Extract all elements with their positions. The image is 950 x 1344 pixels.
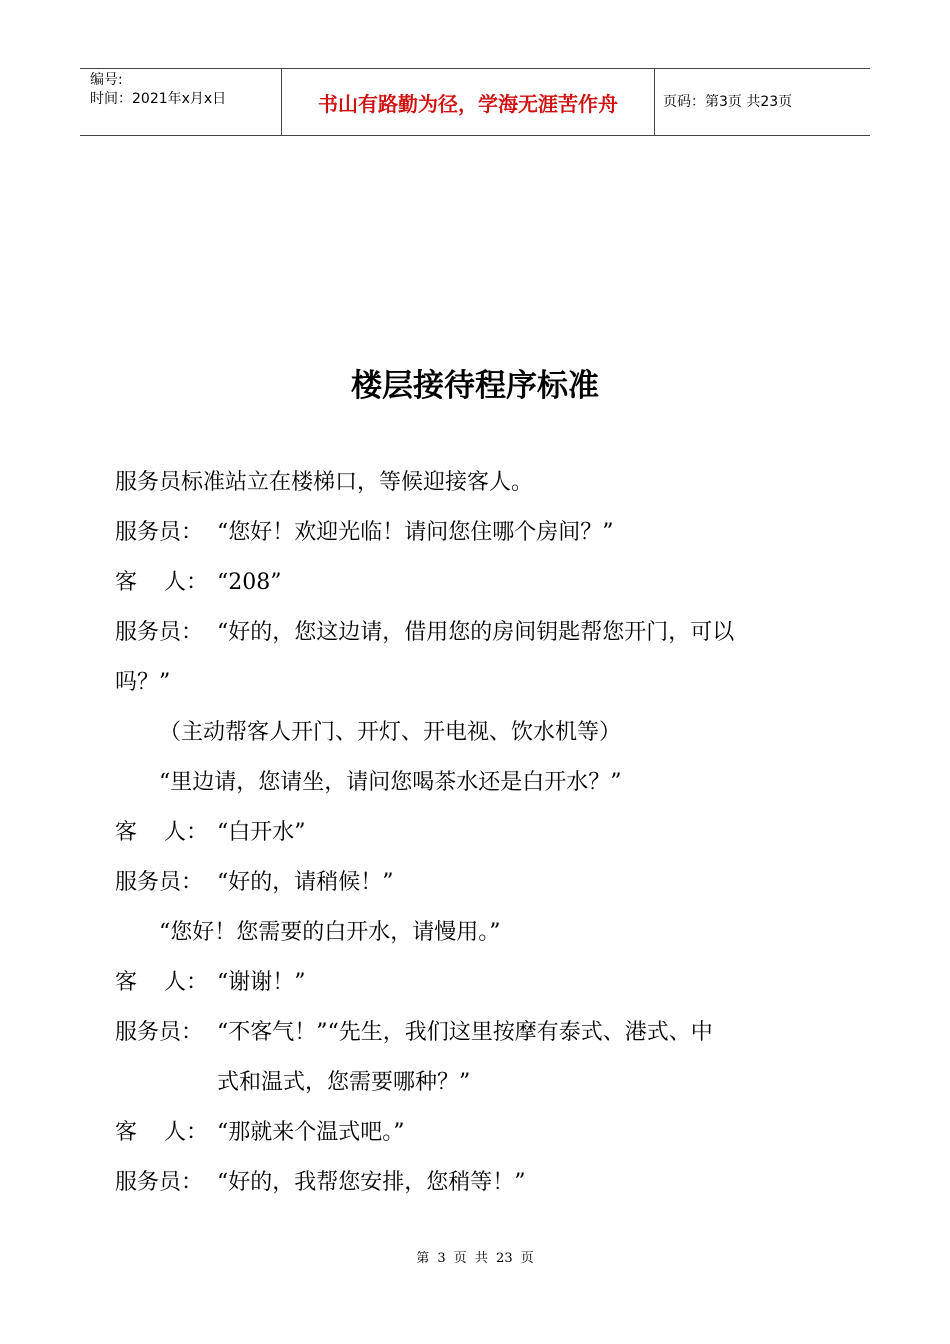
speaker-char: 客 [115,570,138,595]
paragraph-line: （主动帮客人开门、开灯、开电视、饮水机等） [159,720,622,745]
dialogue-line [115,1008,845,1058]
dialogue-text: “您好！欢迎光临！请问您住哪个房间？” [217,520,614,545]
dialogue-text: “不客气！”“先生，我们这里按摩有泰式、港式、中 [217,1020,713,1045]
speaker-char: 人： [164,1120,209,1145]
header-motto: 书山有路勤为径，学海无涯苦作舟 [318,91,618,116]
speaker-char: 客 [115,820,138,845]
dialogue-text: “好的，请稍候！” [217,870,394,895]
speaker-label [115,1108,217,1158]
dialogue-line [115,608,845,658]
dialogue-line [115,1158,845,1208]
paragraph-line: “您好！您需要的白开水，请慢用。” [159,920,501,945]
header-meta-cell [80,69,282,135]
speaker-label: 服务员： [115,1170,204,1195]
header-page-label: 页码：第3页 共23页 [663,93,793,110]
speaker-label [115,958,217,1008]
page-header [80,68,870,136]
dialogue-line [115,558,845,608]
header-motto-cell [282,69,655,135]
dialogue-line [115,858,845,908]
speaker-label: 服务员： [115,1020,204,1045]
document-body [115,458,845,1208]
speaker-label [115,808,217,858]
speaker-label: 服务员： [115,520,204,545]
speaker-char: 人： [164,970,209,995]
document-number-label: 编号: [90,72,123,88]
dialogue-text: “白开水” [217,820,306,845]
paragraph-line: 服务员标准站立在楼梯口，等候迎接客人。 [115,470,534,495]
speaker-char: 客 [115,970,138,995]
dialogue-line [115,958,845,1008]
paragraph-line: “里边请，您请坐，请问您喝茶水还是白开水？” [159,770,622,795]
dialogue-text: “那就来个温式吧。” [217,1120,405,1145]
speaker-label [115,558,217,608]
dialogue-line [115,808,845,858]
speaker-char: 人： [164,570,209,595]
paragraph-line: 式和温式，您需要哪种？” [217,1070,471,1095]
speaker-char: 客 [115,1120,138,1145]
document-time-label: 时间：2021年x月x日 [90,91,227,107]
speaker-char: 人： [164,820,209,845]
dialogue-line [115,1108,845,1158]
dialogue-text: “好的，您这边请，借用您的房间钥匙帮您开门，可以 [217,620,735,645]
page-footer: 第 3 页 共 23 页 [416,1251,534,1266]
speaker-label: 服务员： [115,620,204,645]
speaker-label: 服务员： [115,870,204,895]
document-title: 楼层接待程序标准 [351,368,599,404]
dialogue-text: “208” [217,570,282,595]
dialogue-text: “好的，我帮您安排，您稍等！” [217,1170,526,1195]
header-page-cell [655,69,870,135]
paragraph-line: 吗？” [115,670,171,695]
dialogue-line [115,508,845,558]
dialogue-text: “谢谢！” [217,970,306,995]
